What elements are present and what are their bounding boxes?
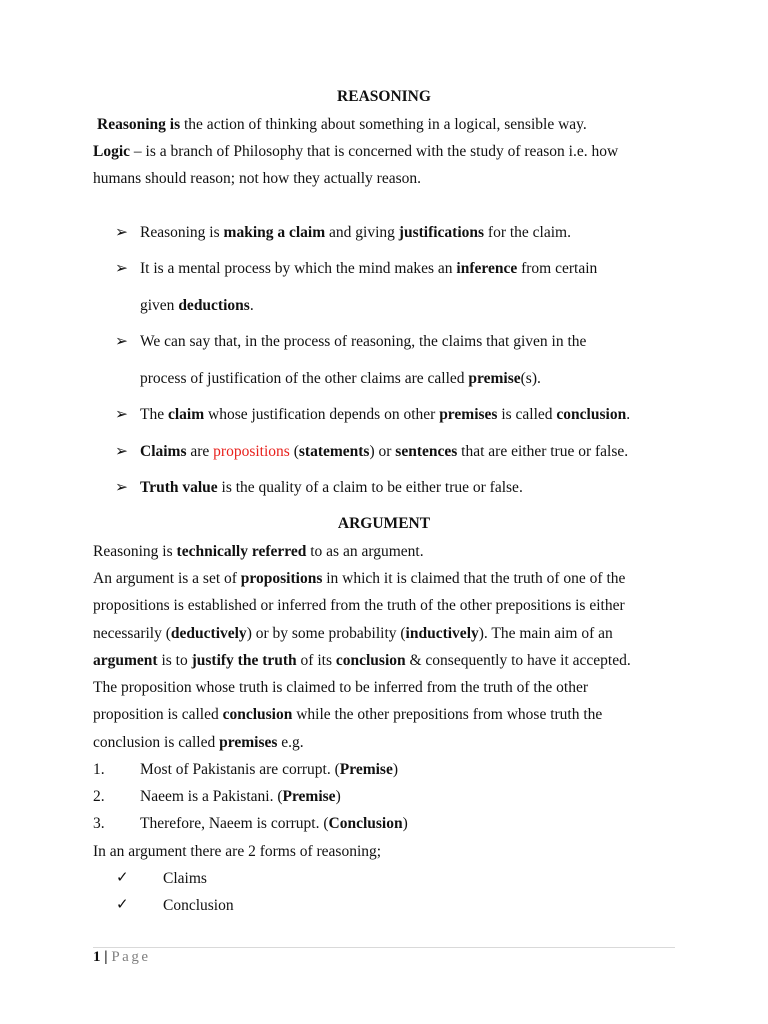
footer-divider — [93, 947, 675, 948]
page-footer — [93, 948, 150, 966]
form-item-conclusion: Conclusion — [163, 897, 234, 914]
logic-term: Logic — [93, 143, 131, 160]
arrow-bullet-icon: ➢ — [115, 443, 128, 460]
form-item-claims: Claims — [163, 870, 207, 887]
example-item: Naeem is a Pakistani. (Premise) — [140, 788, 341, 805]
logic-definition: Logic – is a branch of Philosophy that is concerned with the study of reason i.e. how — [93, 143, 619, 160]
example-item: Most of Pakistanis are corrupt. (Premise) — [140, 761, 398, 778]
footer-separator: | — [100, 949, 112, 965]
reasoning-term: Reasoning is — [97, 116, 181, 133]
argument-paragraph: proposition is called conclusion while the other prepositions from whose truth the — [93, 706, 603, 723]
page-label: Page — [111, 949, 151, 965]
bullet-item: Claims are propositions (statements) or sentences that are either true or false. — [140, 443, 629, 460]
argument-paragraph: propositions is established or inferred from the truth of the other prepositions is either — [93, 597, 625, 614]
example-number: 3. — [93, 815, 105, 832]
argument-paragraph: The proposition whose truth is claimed to be inferred from the truth of the other — [93, 679, 589, 696]
logic-definition-cont: humans should reason; not how they actually reason. — [93, 170, 422, 187]
section-heading-argument: ARGUMENT — [337, 515, 431, 532]
argument-paragraph: argument is to justify the truth of its conclusion & consequently to have it accepted. — [93, 652, 631, 669]
argument-paragraph: Reasoning is technically referred to as an argument. — [93, 543, 424, 560]
argument-paragraph: An argument is a set of propositions in which it is claimed that the truth of one of the — [93, 570, 626, 587]
bullet-item-cont: given deductions. — [140, 297, 254, 314]
checkmark-icon: ✓ — [116, 895, 129, 913]
example-number: 2. — [93, 788, 105, 805]
highlighted-term: propositions — [213, 443, 290, 460]
bullet-item: The claim whose justification depends on other premises is called conclusion. — [140, 406, 631, 423]
forms-intro: In an argument there are 2 forms of reasoning; — [93, 843, 382, 860]
page-number: 1 — [93, 949, 101, 965]
bullet-item: Truth value is the quality of a claim to be either true or false. — [140, 479, 523, 496]
arrow-bullet-icon: ➢ — [115, 260, 128, 277]
reasoning-definition: Reasoning is the action of thinking about something in a logical, sensible way. — [97, 116, 587, 133]
arrow-bullet-icon: ➢ — [115, 406, 128, 423]
arrow-bullet-icon: ➢ — [115, 224, 128, 241]
example-item: Therefore, Naeem is corrupt. (Conclusion) — [140, 815, 408, 832]
bullet-item: Reasoning is making a claim and giving justifications for the claim. — [140, 224, 571, 241]
arrow-bullet-icon: ➢ — [115, 333, 128, 350]
checkmark-icon: ✓ — [116, 868, 129, 886]
example-number: 1. — [93, 761, 105, 778]
bullet-item: It is a mental process by which the mind makes an inference from certain — [140, 260, 598, 277]
argument-paragraph: necessarily (deductively) or by some probability (inductively). The main aim of an — [93, 625, 613, 642]
arrow-bullet-icon: ➢ — [115, 479, 128, 496]
bullet-item-cont: process of justification of the other claims are called premise(s). — [140, 370, 541, 387]
argument-paragraph: conclusion is called premises e.g. — [93, 734, 304, 751]
page-title: REASONING — [337, 88, 431, 105]
bullet-item: We can say that, in the process of reasoning, the claims that given in the — [140, 333, 587, 350]
